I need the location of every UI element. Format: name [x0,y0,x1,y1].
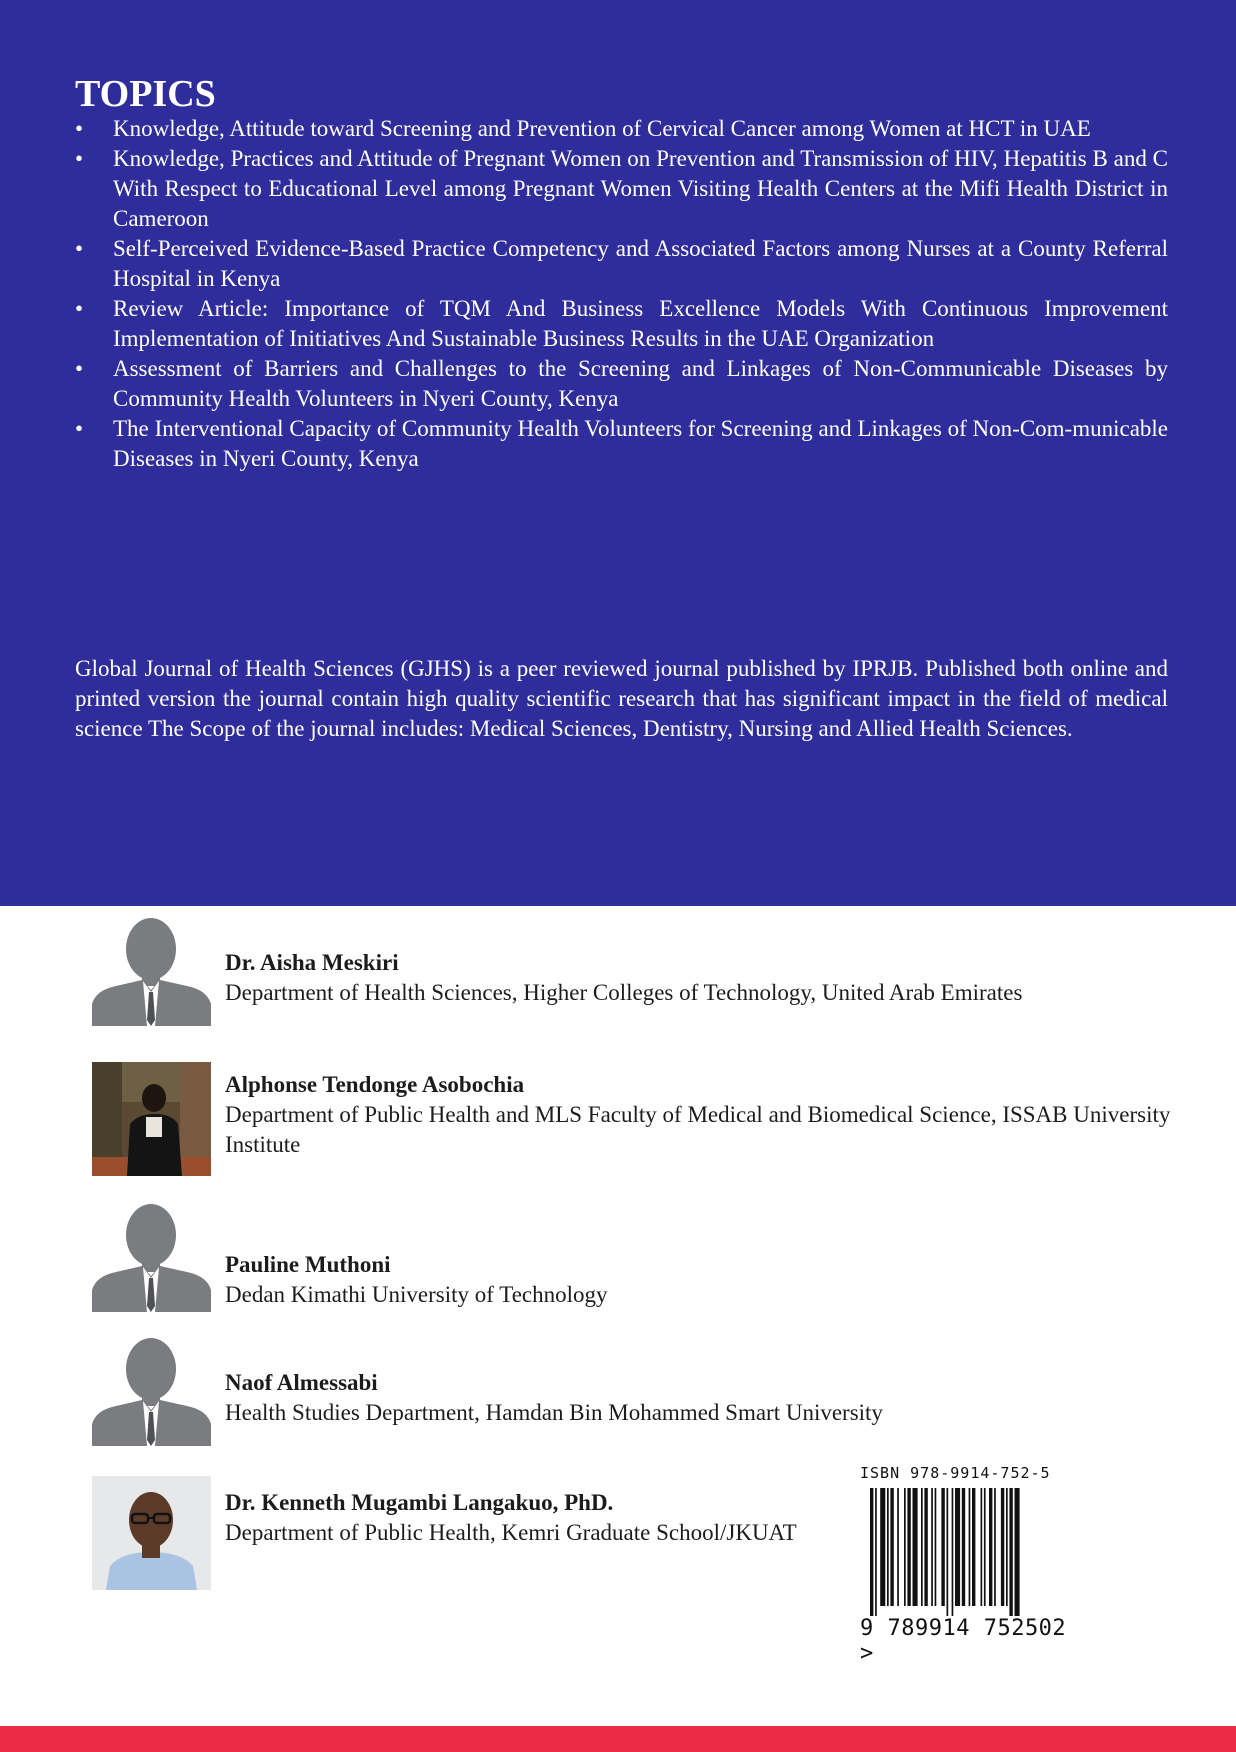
topics-list [75,114,1168,474]
topic-item [75,114,1168,144]
silhouette-icon [92,1198,211,1312]
author-entry [92,1062,1192,1180]
isbn-label: ISBN 978-9914-752-5 [860,1464,1051,1482]
topic-text: The Interventional Capacity of Community Health Volunteers for Screening and Linkages of Non-Com-municable Diseases in Nyeri County, Kenya [113,416,1168,471]
author-affiliation: Health Studies Department, Hamdan Bin Mohammed Smart University [225,1400,883,1425]
journal-description: Global Journal of Health Sciences (GJHS) is a peer reviewed journal published by IPRJB. Published both online and printed version the journal contain high quality scientific research that has significant impact in the field of medical science The Scope of the journal includes: Medical Sciences, Dentistry, Nursing and Allied Health Sciences. [75,656,1168,741]
bullet-icon: • [75,116,84,141]
author-entry [92,1332,1192,1450]
topic-item [75,414,1168,474]
author-name: Pauline Muthoni [225,1252,391,1277]
bottom-color-bar [0,1726,1236,1752]
topic-text: Self-Perceived Evidence-Based Practice Competency and Associated Factors among Nurses at a County Referral Hospital in Kenya [113,236,1168,291]
topic-item [75,294,1168,354]
author-photo [92,1476,211,1590]
silhouette-icon [92,1332,211,1446]
topics-title: TOPICS [75,73,216,115]
bullet-icon: • [75,146,84,171]
isbn-barcode [858,1464,1083,1666]
topic-text: Review Article: Importance of TQM And Business Excellence Models With Continuous Improvement Implementation of Initiatives And Sustainable Business Results in the UAE Organization [113,296,1168,351]
barcode-icon [858,1488,1083,1616]
silhouette-icon [92,912,211,1026]
bullet-icon: • [75,236,84,261]
author-name: Dr. Aisha Meskiri [225,950,399,975]
author-entry [92,1198,1192,1316]
bullet-icon: • [75,416,84,441]
topic-item [75,144,1168,234]
author-photo [92,1062,211,1176]
topic-item [75,354,1168,414]
bullet-icon: • [75,356,84,381]
author-name: Naof Almessabi [225,1370,378,1395]
author-name: Dr. Kenneth Mugambi Langakuo, PhD. [225,1490,614,1515]
topic-text: Knowledge, Attitude toward Screening and Prevention of Cervical Cancer among Women at HCT in UAE [113,116,1091,141]
topic-text: Assessment of Barriers and Challenges to the Screening and Linkages of Non-Communicable Diseases by Community Health Volunteers in Nyeri County, Kenya [113,356,1168,411]
author-entry [92,912,1192,1030]
isbn-digits: 9 789914 752502 > [860,1616,1067,1666]
author-entry [92,1476,852,1594]
author-name: Alphonse Tendonge Asobochia [225,1072,525,1097]
topic-text: Knowledge, Practices and Attitude of Pregnant Women on Prevention and Transmission of HIV, Hepatitis B and C With Respect to Educational Level among Pregnant Women Visiting Health Centers at the Mifi Health District in Cameroon [113,146,1168,231]
author-affiliation: Department of Public Health, Kemri Graduate School/JKUAT [225,1520,797,1545]
author-affiliation: Dedan Kimathi University of Technology [225,1282,608,1307]
topic-item [75,234,1168,294]
author-affiliation: Department of Health Sciences, Higher Colleges of Technology, United Arab Emirates [225,980,1023,1005]
author-affiliation: Department of Public Health and MLS Faculty of Medical and Biomedical Science, ISSAB University Institute [225,1102,1171,1157]
bullet-icon: • [75,296,84,321]
